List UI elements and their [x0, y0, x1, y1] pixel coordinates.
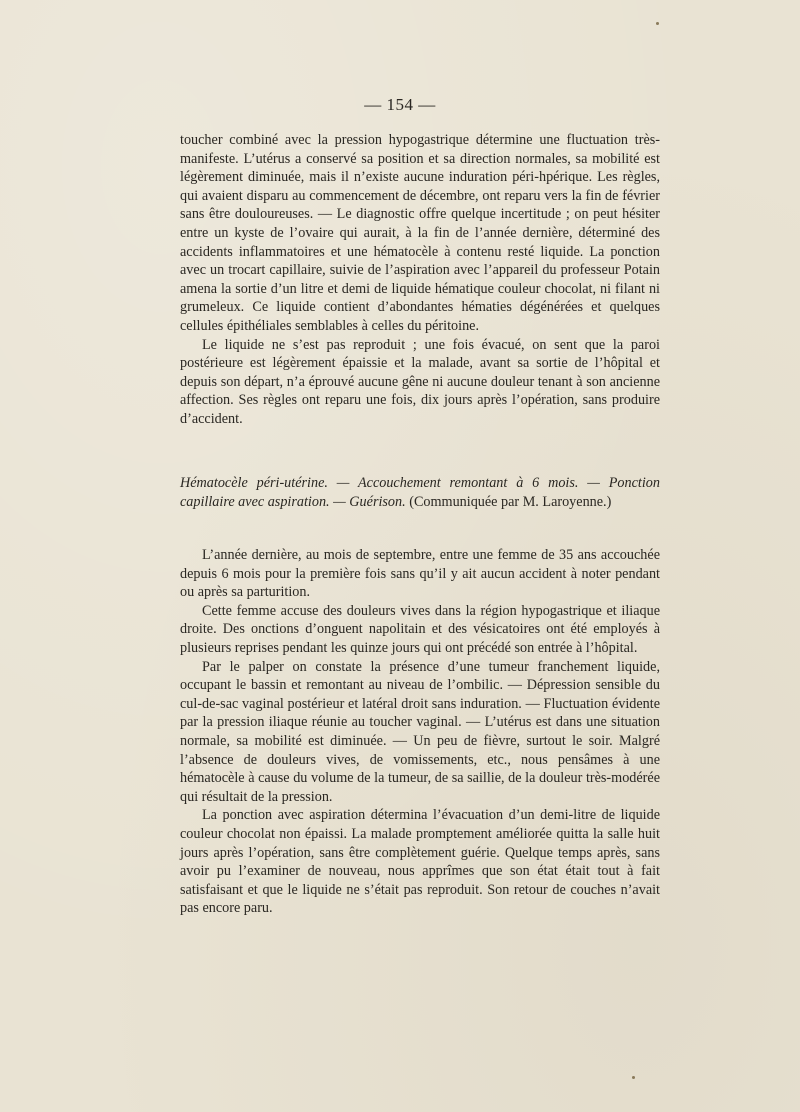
text-section-bottom [180, 546, 660, 918]
paragraph: toucher combiné avec la pression hypogastrique détermine une fluctuation très-manifeste. L’utérus a conservé sa position et sa direction normales, sa mobilité est légèrement diminuée, mais il n’existe aucune induration péri-hpérique. Les règles, qui avaient disparu au commencement de décembre, ont reparu vers la fin de février sans être douloureuses. — Le diagnostic offre quelque incertitude ; on peut hésiter entre un kyste de l’ovaire qui aurait, à la fin de l’année dernière, déterminé des accidents inflammatoires et une hématocèle à contenu resté liquide. La ponction avec un trocart capillaire, suivie de l’aspiration avec l’appareil du professeur Potain amena la sortie d’un litre et demi de liquide hématique couleur chocolat, ni filant ni grumeleux. Ce liquide contient d’abondantes hématies dégénérées et quelques cellules épithéliales semblables à celles du péritoine. [180, 132, 660, 334]
paragraph: La ponction avec aspiration détermina l’évacuation d’un demi-litre de liquide couleur chocolat non épaissi. La malade promptement améliorée quitta la salle huit jours après l’opération, sans être complètement guérie. Quelque temps après, sans avoir pu l’examiner de nouveau, nous apprîmes que son état était tout à fait satisfaisant et que le liquide ne s’était pas reproduit. Son retour de couches n’avait pas encore paru. [180, 807, 660, 917]
paper-speck [656, 22, 659, 25]
paper-speck [632, 1076, 635, 1079]
paragraph: Cette femme accuse des douleurs vives dans la région hypogastrique et iliaque droite. Des onctions d’onguent napolitain et des vésicatoires ont été employés à plusieurs reprises pendant les quinze jours qui ont précédé son entrée à l’hôpital. [180, 602, 660, 656]
paragraph: Le liquide ne s’est pas reproduit ; une fois évacué, on sent que la paroi postérieure est légèrement épaissie et la malade, avant sa sortie de l’hôpital et depuis son départ, n’a éprouvé aucune gêne ni aucune douleur tenant à son ancienne affection. Ses règles ont reparu une fois, dix jours après l’opération, sans produire d’accident. [180, 336, 660, 427]
paragraph: Par le palper on constate la présence d’une tumeur franchement liquide, occupant le bassin et remontant au niveau de l’ombilic. — Dépression sensible du cul-de-sac vaginal postérieur et latéral droit sans induration. — Fluctuation évidente par la pression iliaque réunie au toucher vaginal. — L’utérus est dans une situation normale, sa mobilité est diminuée. — Un peu de fièvre, surtout le soir. Malgré l’absence de douleurs vives, de vomissements, etc., nous pensâmes à une hématocèle à cause du volume de la tumeur, de sa saillie, de la douleur très-modérée qui résultait de la pression. [180, 658, 660, 805]
page-number: — 154 — [364, 95, 436, 114]
case-heading [180, 474, 660, 511]
paragraph: L’année dernière, au mois de septembre, entre une femme de 35 ans accouchée depuis 6 mois pour la première fois sans qu’il y ait aucun accident à noter pendant ou après sa parturition. [180, 547, 660, 601]
text-section-top [180, 131, 660, 429]
case-heading-title: Hématocèle péri-utérine. — Accouchement remontant à 6 mois. — Ponction capillaire avec aspiration. — Guérison. [180, 475, 660, 510]
case-heading-note: (Communiquée par M. Laroyenne.) [409, 493, 612, 510]
